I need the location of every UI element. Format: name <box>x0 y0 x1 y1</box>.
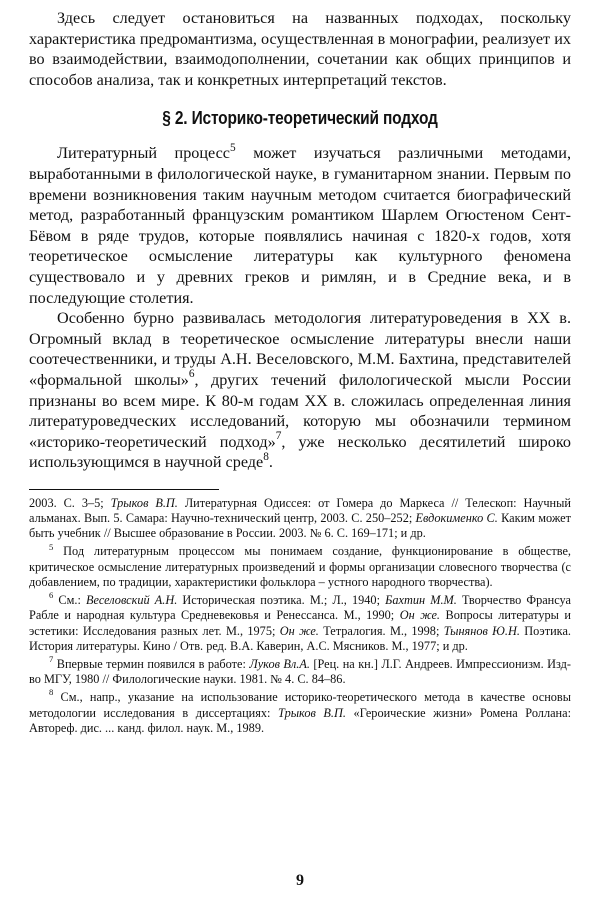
footnote-ref-7[interactable]: 7 <box>275 430 282 443</box>
footnote-7: $^7$ Впервые термин появился в работе: Луков Вл.А. [Рец. на кн.] Л.Г. Андреев. Импрессионизм. Изд-во МГУ, 1980 // Филологические науки. 1981. № 4. С. 84–86. <box>29 653 571 687</box>
footnote-6: $^6$ См.: Веселовский А.Н. Историческая поэтика. М.; Л., 1940; Бахтин М.М. Творчество Франсуа Рабле и народная культура Средневековья и Ренессанса. М., 1990; Он же. Вопросы литературы и эстетики: Исследования разных лет. М., 1975; Он же. Тетралогия. М., 1998; Тынянов Ю.Н. Поэтика. История литературы. Кино / Отв. ред. В.А. Каверин, А.С. Мясников. М., 1977; и др. <box>29 590 572 653</box>
footnote-ref-6[interactable]: 6 <box>188 368 195 381</box>
book-page <box>29 8 571 736</box>
body-paragraph-2: Особенно бурно развивалась методология литературоведения в XX в. Огромный вклад в теоретическое осмысление литературы внесли наши соотечественники, и труды А.Н. Веселовского, М.М. Бахтина, представителей «формальной школы»$^6$, других течений филологической мысли России признаны во всем мире. К 80-м годам XX в. сложилась определенная линия литературоведческих исследований, которую мы обозначили термином «историко-теоретический подход»$^7$, уже несколько десятилетий широко использующимся в научной среде$^8$. <box>29 309 571 472</box>
section-heading: § 2. Историко-теоретический подход <box>162 108 438 129</box>
page-number: 9 <box>296 872 304 889</box>
intro-paragraph: Здесь следует остановиться на названных подходах, поскольку характеристика предромантизма, осуществленная в монографии, реализует их во взаимодействии, взаимодополнении, сочетании как общих принципов и способов анализа, так и конкретных интерпретаций текстов. <box>29 9 571 89</box>
footnote-5: $^5$ Под литературным процессом мы понимаем создание, функционирование в обществе, критическое осмысление литературных произведений и формы организации словесного творчества (с добавлением, по традиции, характеристики фольклора – устного народного творчества). <box>29 541 571 589</box>
footnote-divider <box>29 489 219 490</box>
body-paragraph-1: Литературный процесс$^5$ может изучаться различными методами, выработанными в филологической науке, в гуманитарном знании. Первым по времени возникновения таким научным методом считается биографический метод, разработанный французским романтиком Шарлем Огюстеном Сент-Бёвом в ряде трудов, которые появлялись начиная с 1820-х годов, хотя теоретическое осмысление литературы как культурного феномена существовало и у древних греков и римлян, и в Средние века, и в последующие столетия. <box>29 141 571 307</box>
footnote-8: $^8$ См., напр., указание на использование историко-теоретического метода в качестве основы методологии исследования в диссертациях: Трыков В.П. «Героические жизни» Ромена Роллана: Автореф. дис. ... канд. филол. наук. М., 1989. <box>29 687 571 735</box>
footnote-ref-8[interactable]: 8 <box>263 450 269 463</box>
footnote-continuation: 2003. С. 3–5; Трыков В.П. Литературная Одиссея: от Гомера до Маркеса // Телескоп: Научный альманах. Вып. 5. Самара: Научно-технический центр, 2003. С. 250–252; Евдокименко С. Каким может быть учебник // Высшее образование в России. 2003. № 6. С. 169–171; и др. <box>29 495 572 541</box>
footnote-ref-5[interactable]: 5 <box>230 141 236 154</box>
